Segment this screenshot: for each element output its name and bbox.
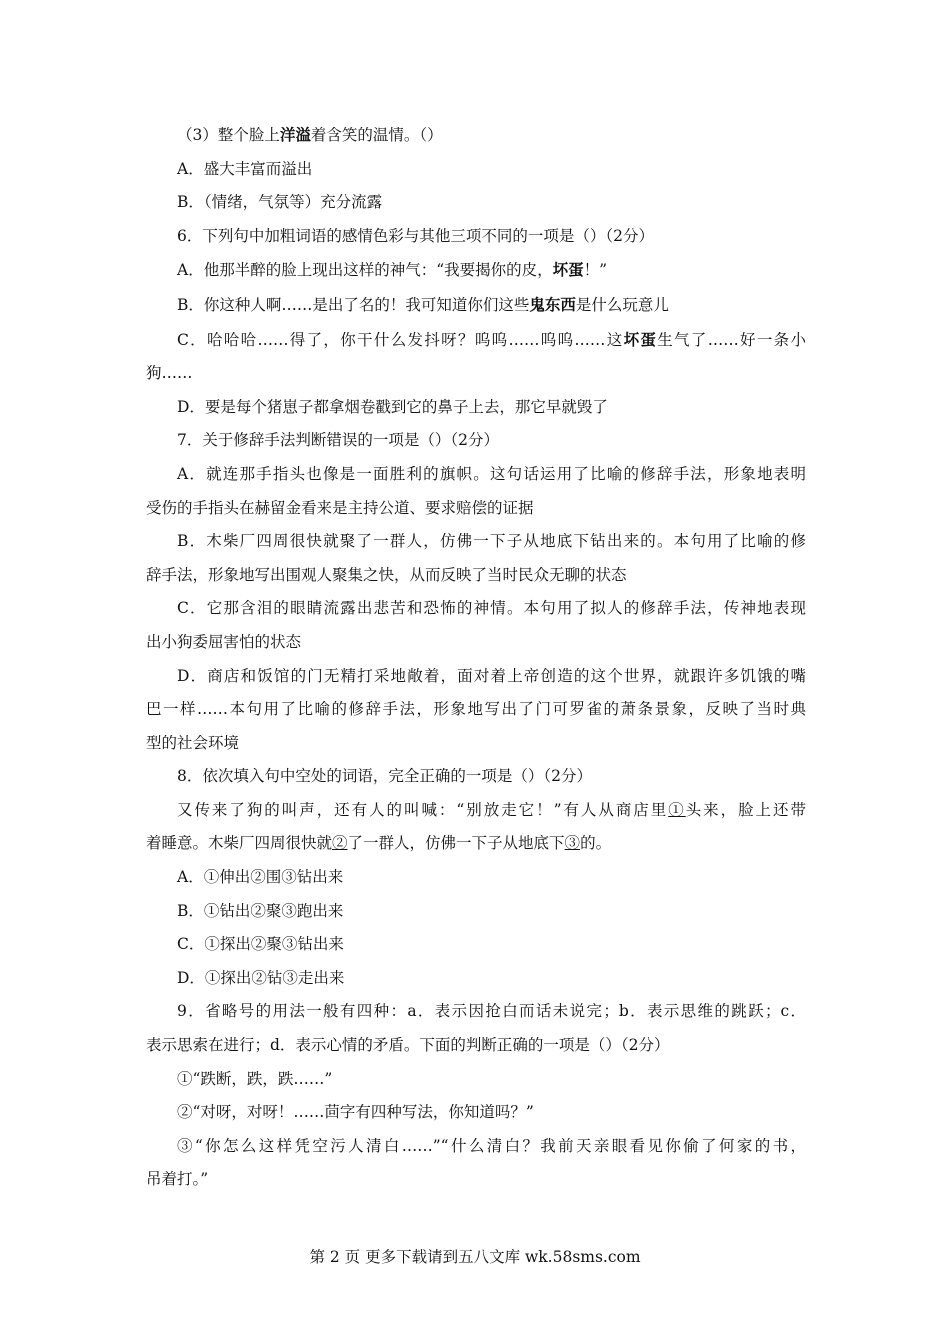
text-line: 巴一样……本句用了比喻的修辞手法，形象地写出了门可罗雀的萧条景象，反映了当时典: [146, 700, 806, 719]
blank-mark: ②: [332, 834, 348, 853]
text-line: 受伤的手指头在赫留金看来是主持公道、要求赔偿的证据: [146, 498, 534, 517]
text-line: B．木柴厂四周很快就聚了一群人，仿佛一下子从地底下钻出来的。本句用了比喻的修: [177, 532, 806, 551]
text-line: 着睡意。木柴厂四周很快就②了一群人，仿佛一下子从地底下③的。: [146, 834, 612, 853]
text-line: A．他那半醉的脸上现出这样的神气：“我要揭你的皮，坏蛋！”: [177, 260, 608, 280]
text-line: B．你这种人啊……是出了名的！我可知道你们这些鬼东西是什么玩意儿: [177, 294, 669, 314]
text-line: D．商店和饭馆的门无精打采地敞着，面对着上帝创造的这个世界，就跟许多饥饿的嘴: [177, 666, 806, 685]
option: C．①探出②聚③钻出来: [177, 935, 344, 954]
text-line: 辞手法，形象地写出围观人聚集之快，从而反映了当时民众无聊的状态: [146, 565, 627, 584]
text-line: C．它那含泪的眼睛流露出悲苦和恐怖的神情。本句用了拟人的修辞手法，传神地表现: [177, 599, 806, 618]
text-line: 狗……: [146, 364, 193, 383]
option: B．①钻出②聚③跑出来: [177, 901, 344, 920]
option: A．①伸出②围③钻出来: [177, 868, 344, 887]
blank-mark: ①: [668, 800, 686, 819]
text-line: ②“对呀，对呀！……茴字有四种写法，你知道吗？”: [177, 1103, 534, 1122]
option: D．①探出②钻③走出来: [177, 968, 345, 987]
document-body: [146, 118, 806, 1197]
question-8: 8．依次填入句中空处的词语，完全正确的一项是（）（2分）: [177, 767, 592, 786]
page-footer: 第 2 页 更多下载请到五八文库 wk.58sms.com: [309, 1248, 641, 1266]
bold-word: 坏蛋: [623, 329, 658, 349]
text-line: A．盛大丰富而溢出: [177, 159, 313, 178]
text-line: 表示思索在进行；d．表示心情的矛盾。下面的判断正确的一项是（）（2分）: [146, 1036, 670, 1055]
text-line: A．就连那手指头也像是一面胜利的旗帜。这句话运用了比喻的修辞手法，形象地表明: [177, 464, 806, 483]
blank-mark: ③: [564, 834, 581, 853]
bold-word: 鬼东西: [529, 294, 576, 314]
text-line: ①“跌断，跌，跌……”: [177, 1069, 333, 1088]
bold-word: 洋溢: [279, 125, 311, 144]
text-line: 出小狗委屈害怕的状态: [146, 632, 302, 651]
text-line: C．哈哈哈……得了，你干什么发抖呀？呜呜……呜呜……这坏蛋生气了……好一条小: [177, 329, 806, 349]
text-line: （3）整个脸上洋溢着含笑的温情。（）: [177, 125, 443, 144]
text-line: D．要是每个猪崽子都拿烟卷戳到它的鼻子上去，那它早就毁了: [177, 397, 608, 416]
text-line: B．（情绪，气氛等）充分流露: [177, 193, 383, 212]
question-9: 9．省略号的用法一般有四种：a．表示因抢白而话未说完；b．表示思维的跳跃；c．: [177, 1002, 806, 1021]
text-line: 又传来了狗的叫声，还有人的叫喊：“别放走它！”有人从商店里①头来，脸上还带: [177, 800, 806, 819]
bold-word: 坏蛋: [552, 260, 584, 280]
text-line: 吊着打。”: [146, 1170, 209, 1189]
text-line: ③“你怎么这样凭空污人清白……”“什么清白？我前天亲眼看见你偷了何家的书，: [177, 1136, 806, 1155]
question-7: 7．关于修辞手法判断错误的一项是（）（2分）: [177, 431, 499, 450]
text-line: 型的社会环境: [146, 733, 240, 752]
question-6: 6．下列句中加粗词语的感情色彩与其他三项不同的一项是（）（2分）: [177, 226, 654, 245]
